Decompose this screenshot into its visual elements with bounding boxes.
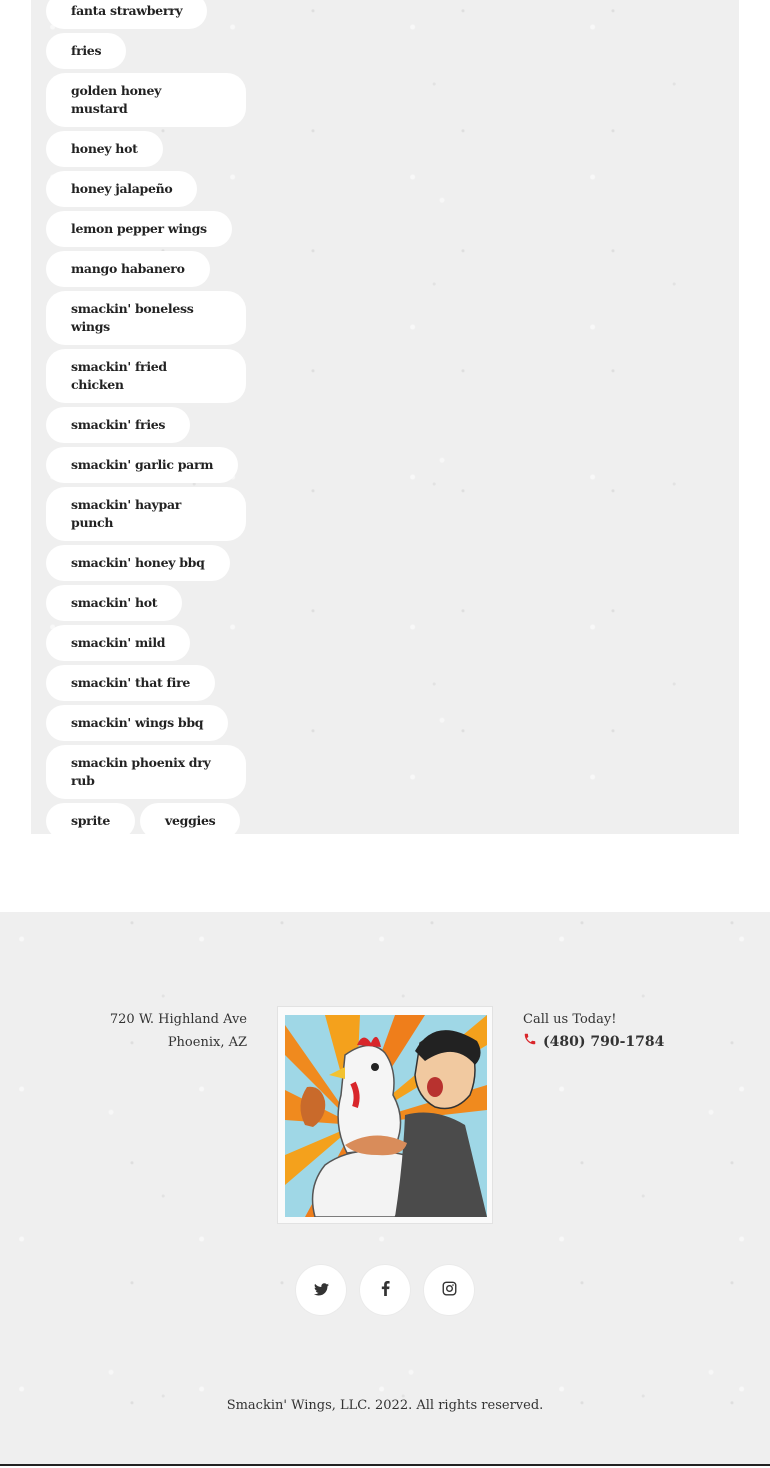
address-street: 720 W. Highland Ave [109,1012,247,1027]
phone-link[interactable] [523,1031,664,1054]
tag-smackin-hot[interactable]: smackin' hot [46,585,182,621]
phone-icon [523,1031,537,1054]
twitter-button[interactable] [296,1265,346,1315]
tag-smackin-haypar-punch[interactable]: smackin' haypar punch [46,487,246,541]
tag-smackin-boneless-wings[interactable]: smackin' boneless wings [46,291,246,345]
tag-mango-habanero[interactable]: mango habanero [46,251,210,287]
logo-illustration [285,1015,487,1217]
tag-smackin-honey-bbq[interactable]: smackin' honey bbq [46,545,230,581]
tag-fries[interactable]: fries [46,33,126,69]
tag-lemon-pepper-wings[interactable]: lemon pepper wings [46,211,232,247]
tag-honey-hot[interactable]: honey hot [46,131,163,167]
address-city: Phoenix, AZ [167,1035,247,1050]
tag-smackin-fries[interactable]: smackin' fries [46,407,190,443]
tag-smackin-that-fire[interactable]: smackin' that fire [46,665,215,701]
footer-logo[interactable] [277,1006,493,1224]
tag-smackin-wings-bbq[interactable]: smackin' wings bbq [46,705,228,741]
facebook-icon [381,1281,390,1300]
instagram-button[interactable] [424,1265,474,1315]
tag-golden-honey-mustard[interactable]: golden honey mustard [46,73,246,127]
facebook-button[interactable] [360,1265,410,1315]
tag-list [46,0,251,843]
tag-sprite[interactable]: sprite [46,803,135,839]
footer-bottom-border [0,1464,770,1466]
tag-smackin-mild[interactable]: smackin' mild [46,625,190,661]
footer-address [110,1008,247,1054]
twitter-icon [314,1281,329,1300]
tag-veggies[interactable]: veggies [140,803,240,839]
tag-smackin-phoenix-dry-rub[interactable]: smackin phoenix dry rub [46,745,246,799]
copyright-text: Smackin' Wings, LLC. 2022. All rights reserved. [226,1398,544,1413]
tag-smackin-garlic-parm[interactable]: smackin' garlic parm [46,447,238,483]
tag-smackin-fried-chicken[interactable]: smackin' fried chicken [46,349,246,403]
tag-honey-jalapeno[interactable]: honey jalapeño [46,171,197,207]
tag-fanta-strawberry[interactable]: fanta strawberry [46,0,207,29]
tag-cloud-panel [31,0,739,834]
footer-call [523,1008,664,1054]
phone-number: (480) 790-1784 [543,1034,665,1050]
call-label: Call us Today! [523,1012,617,1027]
instagram-icon [442,1281,457,1300]
